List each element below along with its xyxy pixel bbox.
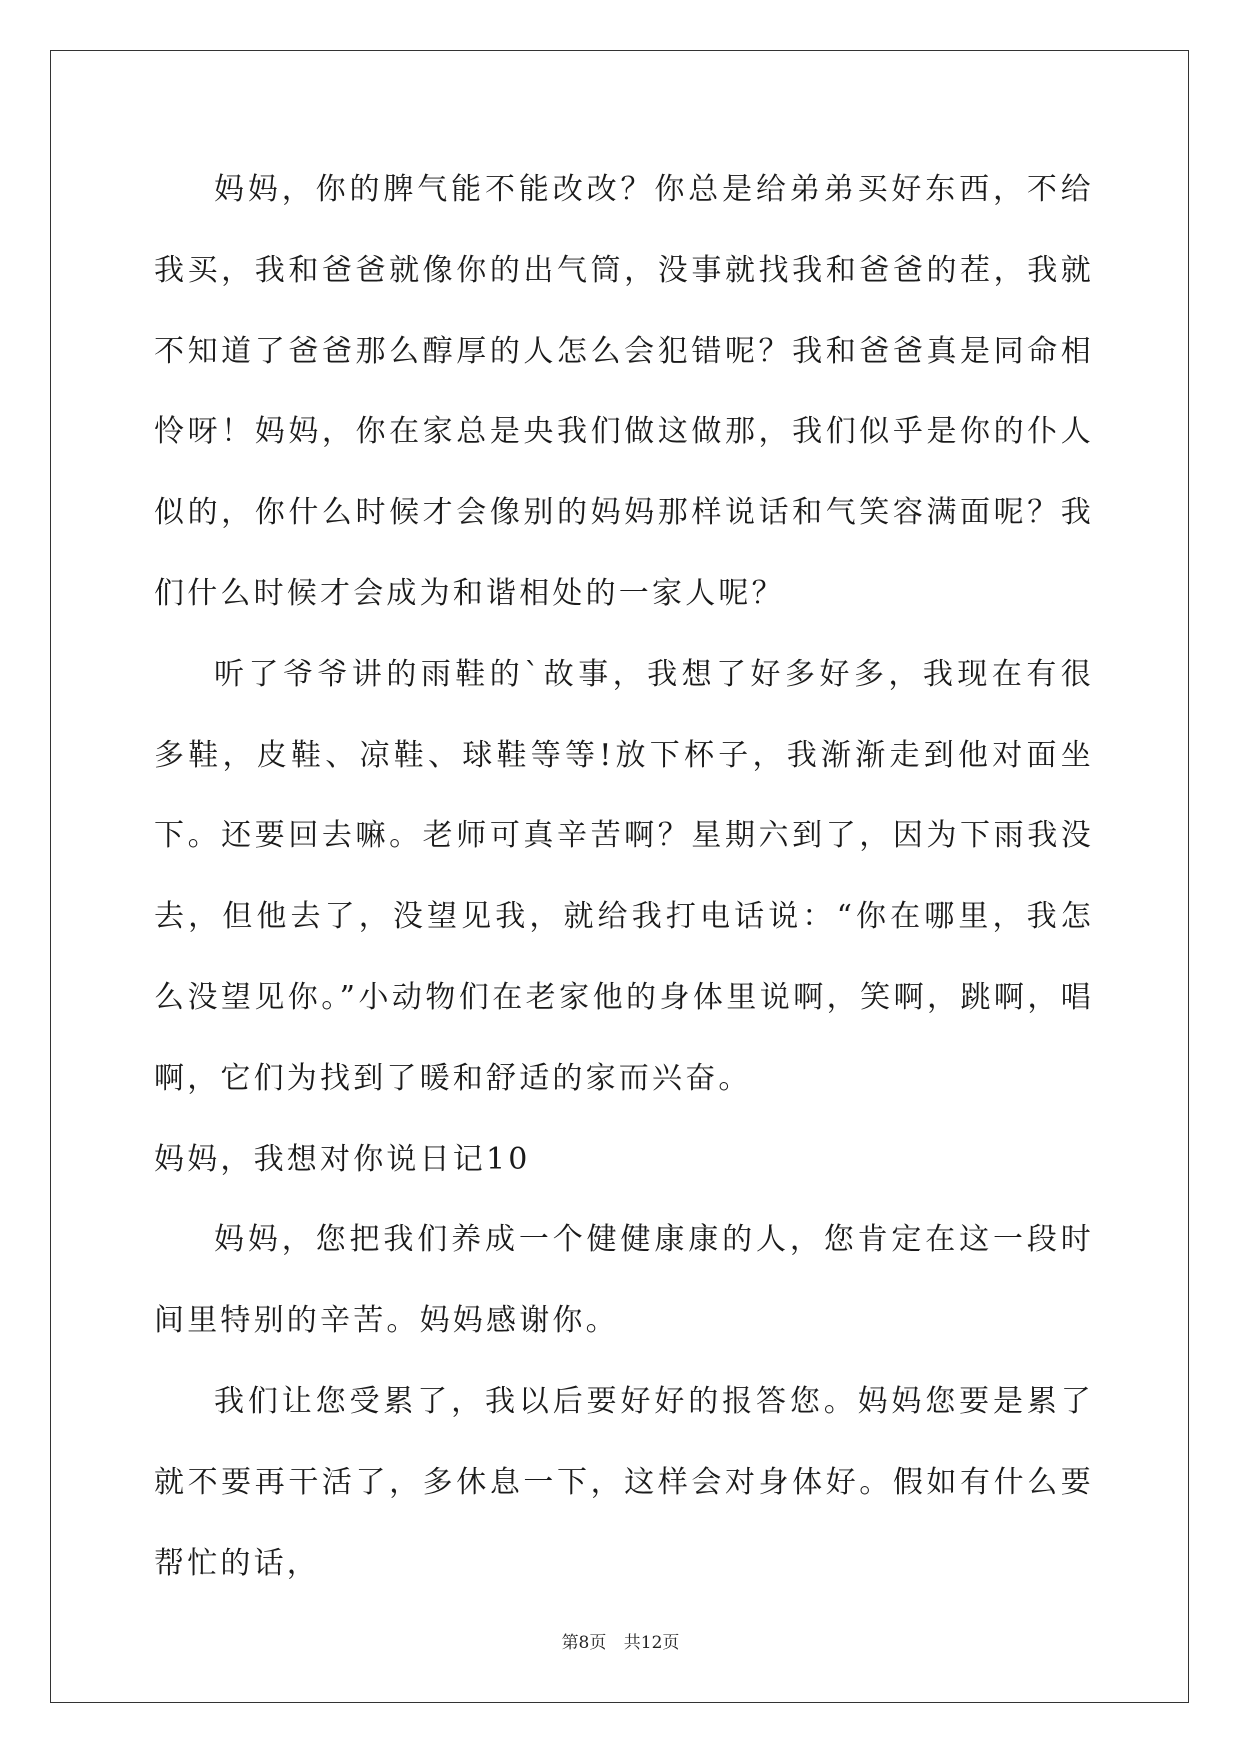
paragraph-3: 妈妈，您把我们养成一个健健康康的人，您肯定在这一段时间里特别的辛苦。妈妈感谢你。 [154, 1222, 1094, 1339]
page-footer [0, 1628, 1241, 1653]
paragraph-2: 听了爷爷讲的雨鞋的`故事，我想了好多好多，我现在有很多鞋，皮鞋、凉鞋、球鞋等等!放下杯子，我渐渐走到他对面坐下。还要回去嘛。老师可真辛苦啊？星期六到了，因为下雨我没去，但他去了，没望见我，就给我打电话说：“你在哪里，我怎么没望见你。”小动物们在老家他的身体里说啊，笑啊，跳啊，唱啊，它们为找到了暖和舒适的家而兴奋。 [154, 656, 1094, 1096]
paragraph-4: 我们让您受累了，我以后要好好的报答您。妈妈您要是累了就不要再干活了，多休息一下，这样会对身体好。假如有什么要帮忙的话， [154, 1383, 1094, 1581]
paragraph-1: 妈妈，你的脾气能不能改改？你总是给弟弟买好东西，不给我买，我和爸爸就像你的出气筒，没事就找我和爸爸的茬，我就不知道了爸爸那么醇厚的人怎么会犯错呢？我和爸爸真是同命相怜呀！妈妈，你在家总是央我们做这做那，我们似乎是你的仆人似的，你什么时候才会像别的妈妈那样说话和气笑容满面呢？我们什么时候才会成为和谐相处的一家人呢？ [154, 172, 1094, 611]
section-heading: 妈妈，我想对你说日记10 [154, 1141, 531, 1177]
page-number: 第8页 [561, 1633, 607, 1653]
page-total: 共12页 [623, 1633, 680, 1653]
document-body [154, 150, 1094, 1604]
